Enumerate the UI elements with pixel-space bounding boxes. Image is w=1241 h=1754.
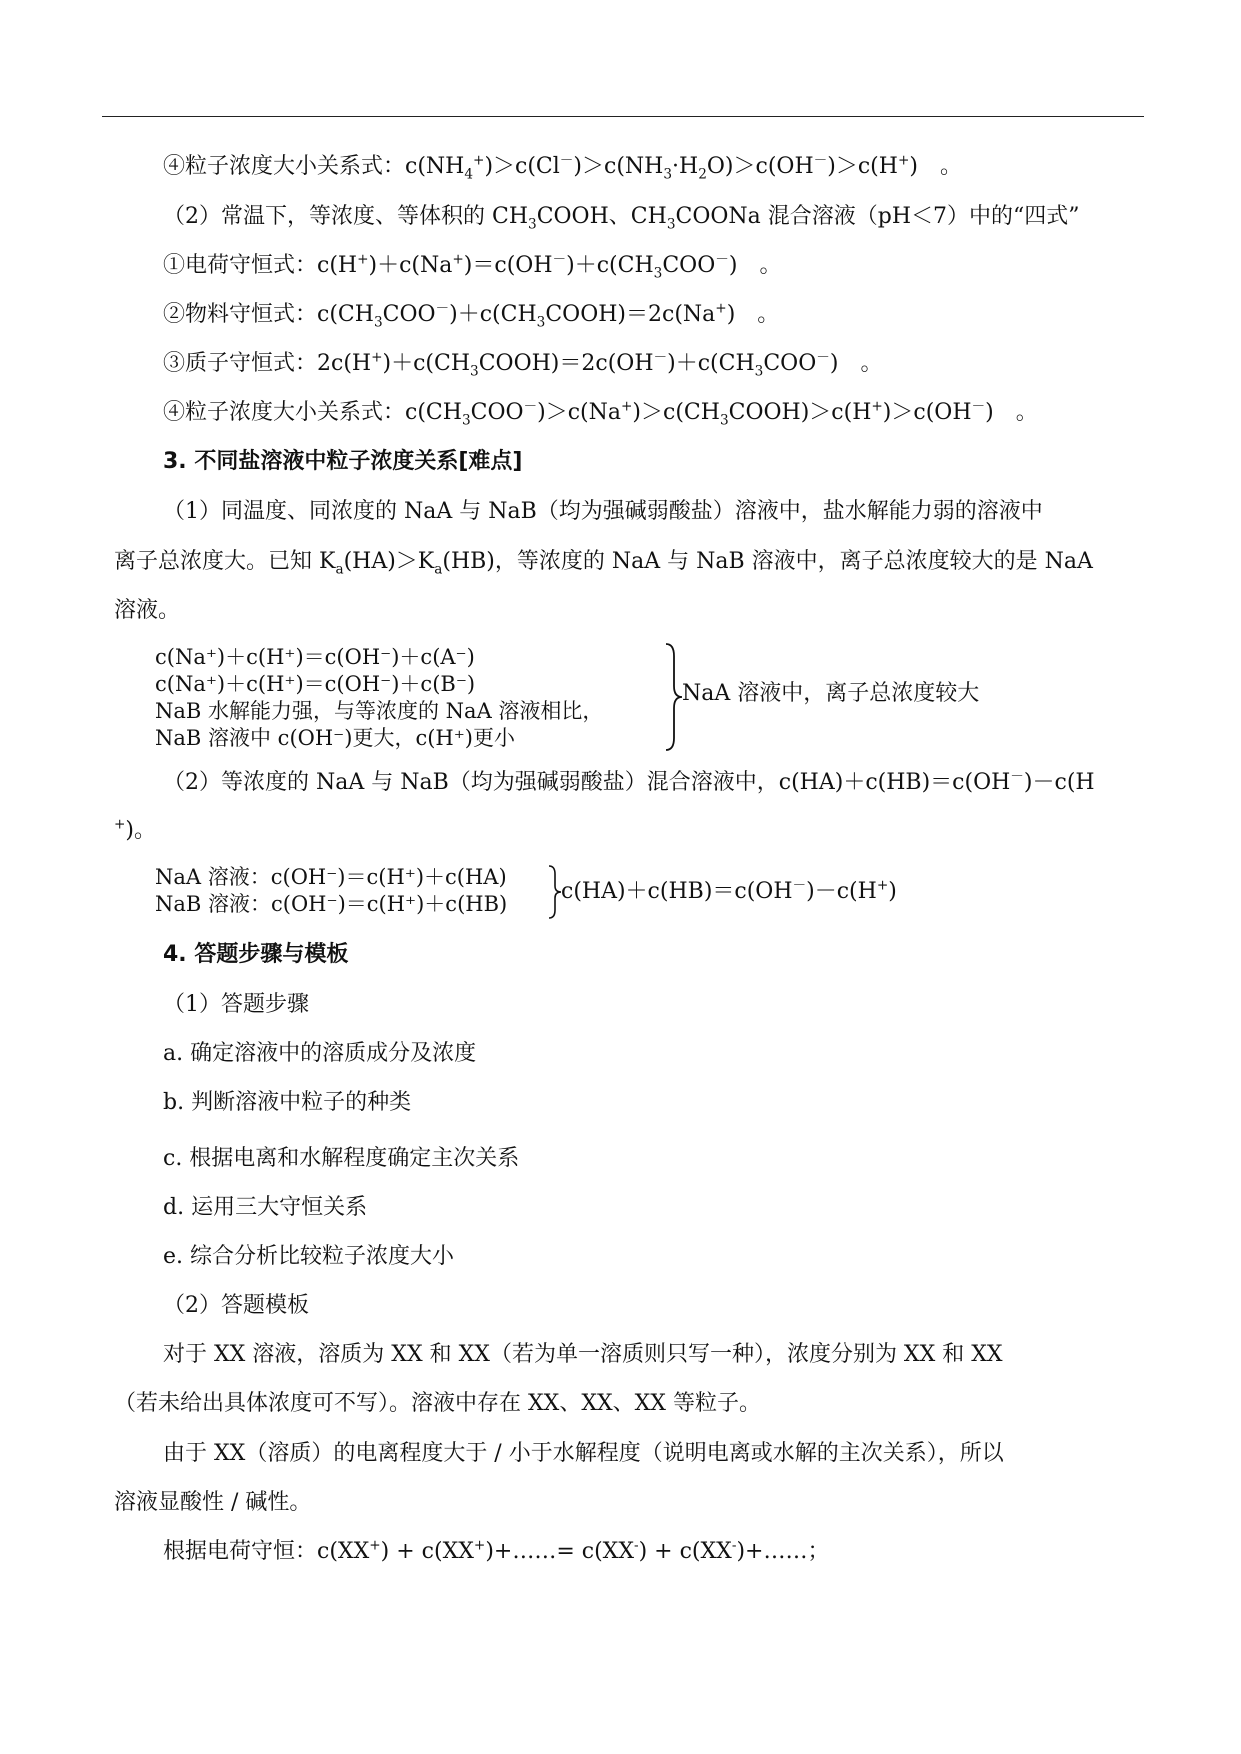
equation-line: NaB 溶液中 c(OH⁻)更大，c(H⁺)更小 <box>155 726 515 750</box>
step-item: c. 根据电离和水解程度确定主次关系 <box>163 1146 520 1171</box>
template-paragraph-2-line-2: 溶液显酸性 / 碱性。 <box>114 1490 312 1515</box>
paragraph-3-1-line-2: 离子总浓度大。已知 $K_a(HA)>K_a(HB)$，等浓度的 NaA 与 NaB 溶液中，离子总浓度较大的是 NaA <box>114 549 1093 578</box>
equation-line: NaB 溶液：c(OH⁻)＝c(H⁺)＋c(HB) <box>155 892 508 916</box>
equation-result: NaA 溶液中，离子总浓度较大 <box>682 681 980 706</box>
header-rule <box>102 116 1144 117</box>
equation-line: c(Na⁺)＋c(H⁺)＝c(OH⁻)＋c(B⁻) <box>155 672 476 696</box>
template-paragraph-1-line-1: 对于 XX 溶液，溶质为 XX 和 XX（若为单一溶质则只写一种），浓度分别为 XX 和 XX <box>163 1342 1003 1367</box>
proton-conservation: ③质子守恒式：$2c(H^+)+c(CH_3COOH)=2c(OH^-)+c(CH_3COO^-)$ 。 <box>163 349 883 380</box>
step-item: e. 综合分析比较粒子浓度大小 <box>163 1244 455 1269</box>
paragraph-3-1-line-1: （1）同温度、同浓度的 NaA 与 NaB（均为强碱弱酸盐）溶液中，盐水解能力弱的溶液中 <box>163 499 1043 524</box>
section-4-heading: 4. 答题步骤与模板 <box>163 942 349 967</box>
ammonium-concentration-order: ④粒子浓度大小关系式：$c(NH_4^+)>c(Cl^-)>c(NH_3\cdot H_2O)>c(OH^-)>c(H^+)$ 。 <box>163 152 962 183</box>
equation-line: NaB 水解能力强，与等浓度的 NaA 溶液相比， <box>155 699 604 723</box>
paragraph-3-2-line-2: +)。 <box>114 816 157 843</box>
material-conservation: ②物料守恒式：$c(CH_3COO^-)+c(CH_3COOH)=2c(Na^+)$ 。 <box>163 300 780 331</box>
equation-line: NaA 溶液：c(OH⁻)＝c(H⁺)＋c(HA) <box>155 865 507 889</box>
acetate-concentration-order: ④粒子浓度大小关系式：$c(CH_3COO^-)>c(Na^+)>c(CH_3COOH)>c(H^+)>c(OH^-)$ 。 <box>163 398 1038 429</box>
charge-conservation: ①电荷守恒式：$c(H^+)+c(Na^+)=c(OH^-)+c(CH_3COO^-)$ 。 <box>163 251 782 282</box>
paragraph-acetate-mixture: （2）常温下，等浓度、等体积的 $CH_3COOH$、$CH_3COONa$ 混合溶液（pH＜7）中的“四式” <box>163 204 1080 233</box>
template-charge-conservation: 根据电荷守恒：c(XX+) + c(XX+)+……= c(XX-) + c(XX-)+……； <box>163 1537 830 1564</box>
paragraph-3-2-line-1: （2）等浓度的 NaA 与 NaB（均为强碱弱酸盐）混合溶液中，c(HA)＋c(HB)＝c(OH－)－c(H <box>163 768 1095 795</box>
equation-result: c(HA)＋c(HB)＝c(OH－)－c(H+) <box>561 877 897 904</box>
paragraph-3-1-line-3: 溶液。 <box>114 598 181 623</box>
section-3-heading: 3. 不同盐溶液中粒子浓度关系[难点] <box>163 449 523 474</box>
subheading-steps: （1）答题步骤 <box>163 992 309 1017</box>
step-item: a. 确定溶液中的溶质成分及浓度 <box>163 1041 477 1066</box>
subheading-template: （2）答题模板 <box>163 1293 309 1318</box>
template-paragraph-2-line-1: 由于 XX（溶质）的电离程度大于 / 小于水解程度（说明电离或水解的主次关系），所以 <box>163 1441 1004 1466</box>
equation-line: c(Na⁺)＋c(H⁺)＝c(OH⁻)＋c(A⁻) <box>155 645 475 669</box>
step-item: d. 运用三大守恒关系 <box>163 1195 368 1220</box>
step-item: b. 判断溶液中粒子的种类 <box>163 1090 412 1115</box>
template-paragraph-1-line-2: （若未给出具体浓度可不写）。溶液中存在 XX、XX、XX 等粒子。 <box>114 1391 761 1416</box>
